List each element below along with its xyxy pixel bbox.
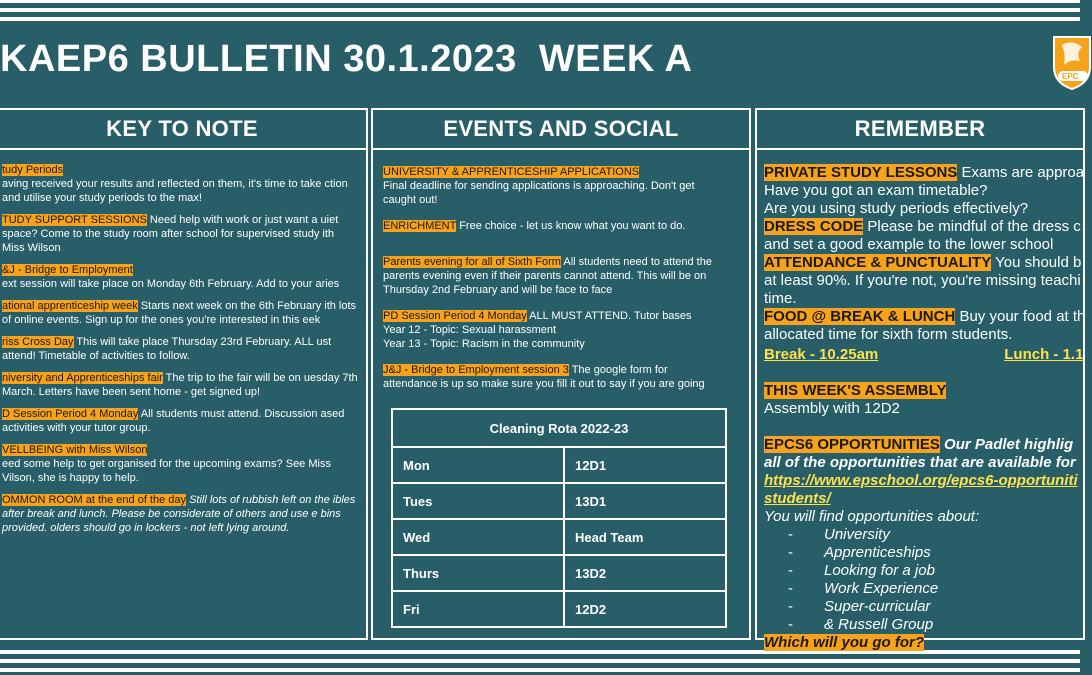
closing-line	[764, 634, 1083, 652]
study-periods-line: Are you using study periods effectively?	[764, 200, 1029, 217]
event-item-label: UNIVERSITY & APPRENTICESHIP APPLICATIONS	[383, 166, 640, 178]
attendance-label: ATTENDANCE & PUNCTUALITY	[764, 254, 992, 271]
events-and-social-panel	[371, 108, 751, 640]
key-item-body: aving received your results and reflected on them, it's time to take ction and utilise your study periods to the max!	[2, 178, 348, 204]
top-stripe-3	[0, 17, 1080, 21]
key-item-label: VELLBEING with Miss Wilson	[2, 444, 148, 456]
exam-timetable-line: Have you got an exam timetable?	[764, 182, 988, 199]
rota-group: 13D1	[564, 483, 726, 519]
event-item-body: The google form for attendance is up so make sure you fill it out to say if you are going	[383, 364, 705, 390]
rota-day: Mon	[392, 447, 564, 483]
padlet-link-line	[764, 472, 1083, 490]
food-label: FOOD @ BREAK & LUNCH	[764, 308, 956, 325]
key-item-label: OMMON ROOM at the end of the day	[2, 494, 187, 506]
key-item-body: Still lots of rubbish left on the ibles after break and lunch. Please be considerate of others and use e bins provided. olders should go in lockers - not left lying around.	[2, 494, 356, 534]
page-title: KAEP6 BULLETIN 30.1.2023 WEEK A	[0, 38, 693, 80]
rota-group: 12D1	[564, 447, 726, 483]
key-item-bridge-employment	[2, 263, 358, 291]
key-item-body: Starts next week on the 6th February ith lots of online events. Sign up for the ones you're interested in this eek	[2, 300, 357, 326]
key-item-criss-cross	[2, 335, 358, 363]
break-lunch-times	[764, 346, 1083, 364]
key-item-body: This will take place Thursday 23rd February. ALL ust attend! Timetable of activities to follow.	[2, 336, 332, 362]
private-study-text: Exams are approa	[957, 164, 1085, 181]
event-item-body: ALL MUST ATTEND. Tutor bases	[526, 310, 692, 322]
remember-list	[757, 150, 1086, 652]
events-list	[373, 150, 749, 391]
rota-group: 13D2	[564, 555, 726, 591]
assembly-line	[764, 382, 1083, 400]
opportunities-line-2: all of the opportunities that are available for	[764, 454, 1076, 471]
dress-code-text: Please be mindful of the dress c	[863, 218, 1081, 235]
attendance-line-3: time.	[764, 290, 797, 307]
rota-day: Tues	[392, 483, 564, 519]
top-stripe-2	[0, 8, 1080, 12]
opportunities-text: Our Padlet highlig	[939, 436, 1074, 453]
key-item-study-periods	[2, 163, 358, 205]
event-item-label: ENRICHMENT	[383, 220, 457, 232]
assembly-label: THIS WEEK'S ASSEMBLY	[764, 382, 947, 399]
key-item-pd-session	[2, 407, 358, 435]
cleaning-rota-table	[391, 408, 727, 628]
rota-title-row	[392, 409, 726, 447]
dress-code-label: DRESS CODE	[764, 218, 864, 235]
event-item-label: J&J - Bridge to Employment session 3	[383, 364, 569, 376]
event-item-body: Free choice - let us know what you want to do.	[456, 220, 686, 232]
key-item-label: &J - Bridge to Employment	[2, 264, 133, 276]
remember-panel	[755, 108, 1086, 651]
padlet-link-continued[interactable]: students/	[764, 490, 831, 507]
list-item: - Super-curricular	[788, 598, 1083, 616]
event-item-body: Final deadline for sending applications is approaching. Don't get caught out!	[383, 180, 695, 206]
list-item: - Apprenticeships	[788, 544, 1083, 562]
key-item-common-room	[2, 493, 358, 535]
key-to-note-panel	[0, 108, 368, 640]
remember-heading: REMEMBER	[757, 110, 1083, 150]
rota-day: Thurs	[392, 555, 564, 591]
event-item-year12: Year 12 - Topic: Sexual harassment	[383, 324, 557, 336]
opportunities-intro: You will find opportunities about:	[764, 508, 980, 525]
table-row	[392, 519, 726, 555]
key-item-body: The trip to the fair will be on uesday 7th March. Letters have been sent home - get signed up!	[2, 372, 358, 398]
padlet-link[interactable]: https://www.epschool.org/epcs6-opportuniti	[764, 472, 1078, 489]
list-item: - University	[788, 526, 1083, 544]
key-item-label: tudy Periods	[2, 164, 64, 176]
opportunities-line	[764, 436, 1083, 454]
key-item-study-support	[2, 213, 358, 255]
event-item-applications	[383, 165, 719, 207]
bottom-stripe-3	[0, 668, 1080, 672]
table-row	[392, 591, 726, 627]
event-item-body: All students need to attend the parents evening even if their parents cannot attend. This will be on Thursday 2nd February and will be face to face	[383, 256, 712, 296]
food-text: Buy your food at th	[955, 308, 1086, 325]
private-study-label: PRIVATE STUDY LESSONS	[764, 164, 958, 181]
list-item: - & Russell Group	[788, 616, 1083, 634]
event-item-label: Parents evening for all of Sixth Form	[383, 256, 561, 268]
padlet-link-line-2	[764, 490, 1083, 508]
key-to-note-heading: KEY TO NOTE	[0, 110, 366, 150]
private-study-line	[764, 164, 1083, 182]
key-item-wellbeing	[2, 443, 358, 485]
closing-question: Which will you go for?	[764, 634, 924, 651]
key-item-label: ational apprenticeship week	[2, 300, 138, 312]
attendance-text: You should b	[991, 254, 1082, 271]
rota-group: Head Team	[564, 519, 726, 555]
event-item-label: PD Session Period 4 Monday	[383, 310, 527, 322]
event-item-bridge-employment	[383, 363, 719, 391]
attendance-line-2: at least 90%. If you're not, you're missing teachi	[764, 272, 1081, 289]
food-line	[764, 308, 1086, 326]
break-time: Break - 10.25am	[764, 346, 879, 363]
key-item-body: ext session will take place on Monday 6th February. Add to your aries	[2, 278, 340, 290]
school-crest-logo	[1052, 33, 1092, 91]
event-item-parents-evening	[383, 255, 719, 297]
table-row	[392, 447, 726, 483]
attendance-line	[764, 254, 1083, 272]
rota-group: 12D2	[564, 591, 726, 627]
bottom-stripe-2	[0, 659, 1080, 663]
key-item-body: eed some help to get organised for the upcoming exams? See Miss Vilson, she is happy to help.	[2, 458, 331, 484]
opportunities-list	[764, 526, 1083, 634]
table-row	[392, 555, 726, 591]
events-heading: EVENTS AND SOCIAL	[373, 110, 749, 150]
rota-title: Cleaning Rota 2022-23	[392, 409, 726, 447]
key-item-label: niversity and Apprenticeships fair	[2, 372, 163, 384]
key-item-label: TUDY SUPPORT SESSIONS	[2, 214, 147, 226]
key-to-note-list	[0, 150, 366, 535]
lunch-time: Lunch - 1.1	[1004, 346, 1084, 363]
event-item-pd-session	[383, 309, 719, 351]
key-item-body: Need help with work or just want a uiet space? Come to the study room after school for supervised study ith Miss Wilson	[2, 214, 339, 254]
top-stripe-1	[0, 0, 1080, 3]
assembly-text: Assembly with 12D2	[764, 400, 900, 417]
event-item-year13: Year 13 - Topic: Racism in the community	[383, 338, 585, 350]
rota-day: Fri	[392, 591, 564, 627]
key-item-university-fair	[2, 371, 358, 399]
svg-text:EPC: EPC	[1062, 72, 1079, 81]
key-item-apprenticeship-week	[2, 299, 358, 327]
key-item-label: riss Cross Day	[2, 336, 74, 348]
food-line-2: allocated time for sixth form students.	[764, 326, 1013, 343]
key-item-label: D Session Period 4 Monday	[2, 408, 139, 420]
rota-day: Wed	[392, 519, 564, 555]
event-item-enrichment	[383, 219, 719, 233]
dress-code-line-2: and set a good example to the lower school	[764, 236, 1054, 253]
list-item: - Work Experience	[788, 580, 1083, 598]
list-item: - Looking for a job	[788, 562, 1083, 580]
key-item-body: All students must attend. Discussion ased activities with your tutor group.	[2, 408, 345, 434]
table-row	[392, 483, 726, 519]
dress-code-line	[764, 218, 1083, 236]
opportunities-label: EPCS6 OPPORTUNITIES	[764, 436, 940, 453]
